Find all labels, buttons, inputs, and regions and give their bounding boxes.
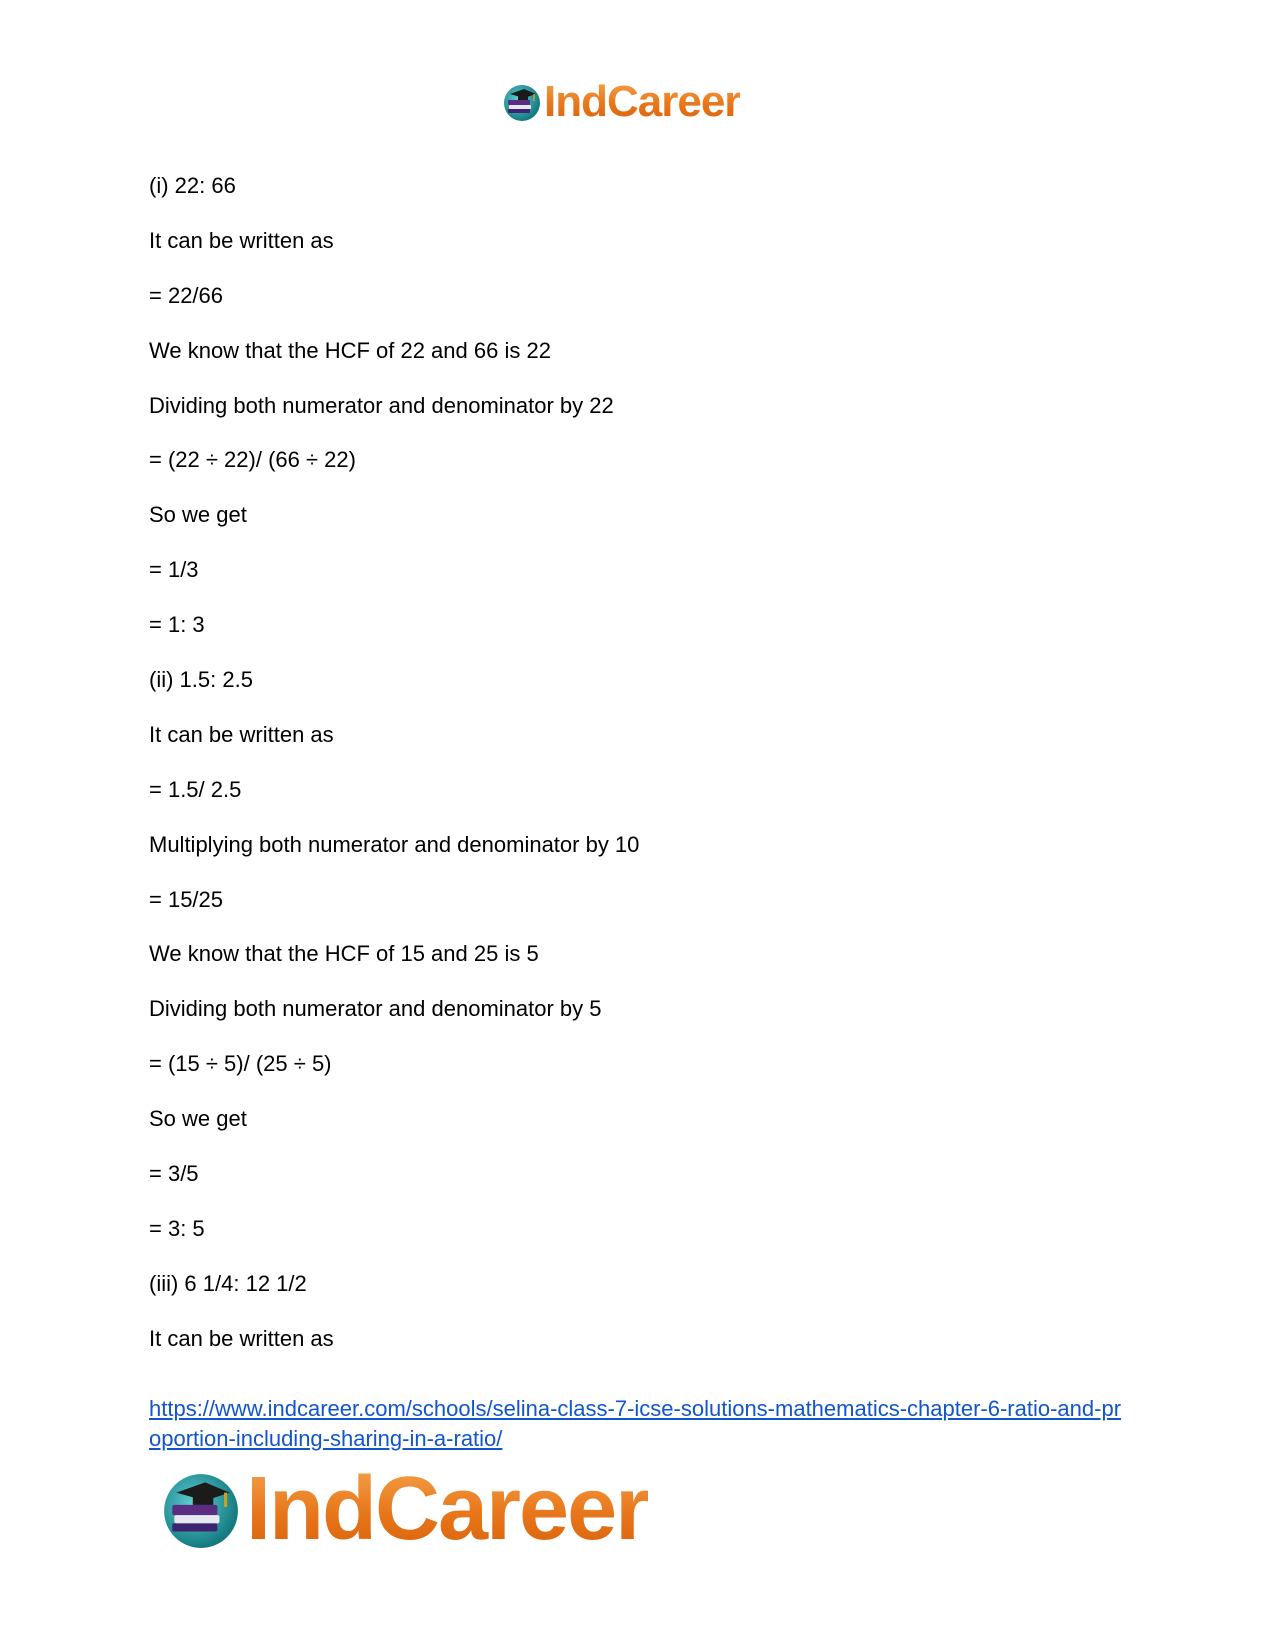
text-line: Dividing both numerator and denominator by 22 <box>149 392 614 418</box>
logo-wordmark: IndCareer <box>544 77 741 126</box>
text-line: It can be written as <box>149 721 334 747</box>
document-body <box>149 173 1129 1381</box>
text-line: (iii) 6 1/4: 12 1/2 <box>149 1270 307 1296</box>
text-line: = 1: 3 <box>149 612 205 638</box>
text-line: = (15 ÷ 5)/ (25 ÷ 5) <box>149 1051 332 1077</box>
text-line: We know that the HCF of 15 and 25 is 5 <box>149 941 539 967</box>
text-line: = 15/25 <box>149 886 224 912</box>
text-line: = 22/66 <box>149 282 224 308</box>
book-graduation-cap-icon <box>160 1468 242 1550</box>
text-line: = (22 ÷ 22)/ (66 ÷ 22) <box>149 447 356 473</box>
text-line: (i) 22: 66 <box>149 173 236 198</box>
text-line: = 3: 5 <box>149 1215 205 1241</box>
text-line: It can be written as <box>149 1325 334 1351</box>
text-line: = 1.5/ 2.5 <box>149 776 242 802</box>
text-line: (ii) 1.5: 2.5 <box>149 667 253 693</box>
text-line: So we get <box>149 1106 247 1132</box>
footer-logo <box>160 1459 649 1559</box>
text-line: So we get <box>149 502 247 528</box>
text-line: Dividing both numerator and denominator by 5 <box>149 996 602 1022</box>
source-link[interactable]: https://www.indcareer.com/schools/selina-class-7-icse-solutions-mathematics-chapter-6-ratio-and-proportion-including-sharing-in-a-ratio/ <box>149 1396 1122 1451</box>
text-line: We know that the HCF of 22 and 66 is 22 <box>149 337 551 363</box>
text-line: = 3/5 <box>149 1161 199 1187</box>
text-line: = 1/3 <box>149 557 199 583</box>
text-line: Multiplying both numerator and denominator by 10 <box>149 831 640 857</box>
header-logo <box>502 78 740 126</box>
text-line: It can be written as <box>149 227 334 253</box>
logo-wordmark: IndCareer <box>246 1459 649 1559</box>
book-graduation-cap-icon <box>502 82 542 122</box>
